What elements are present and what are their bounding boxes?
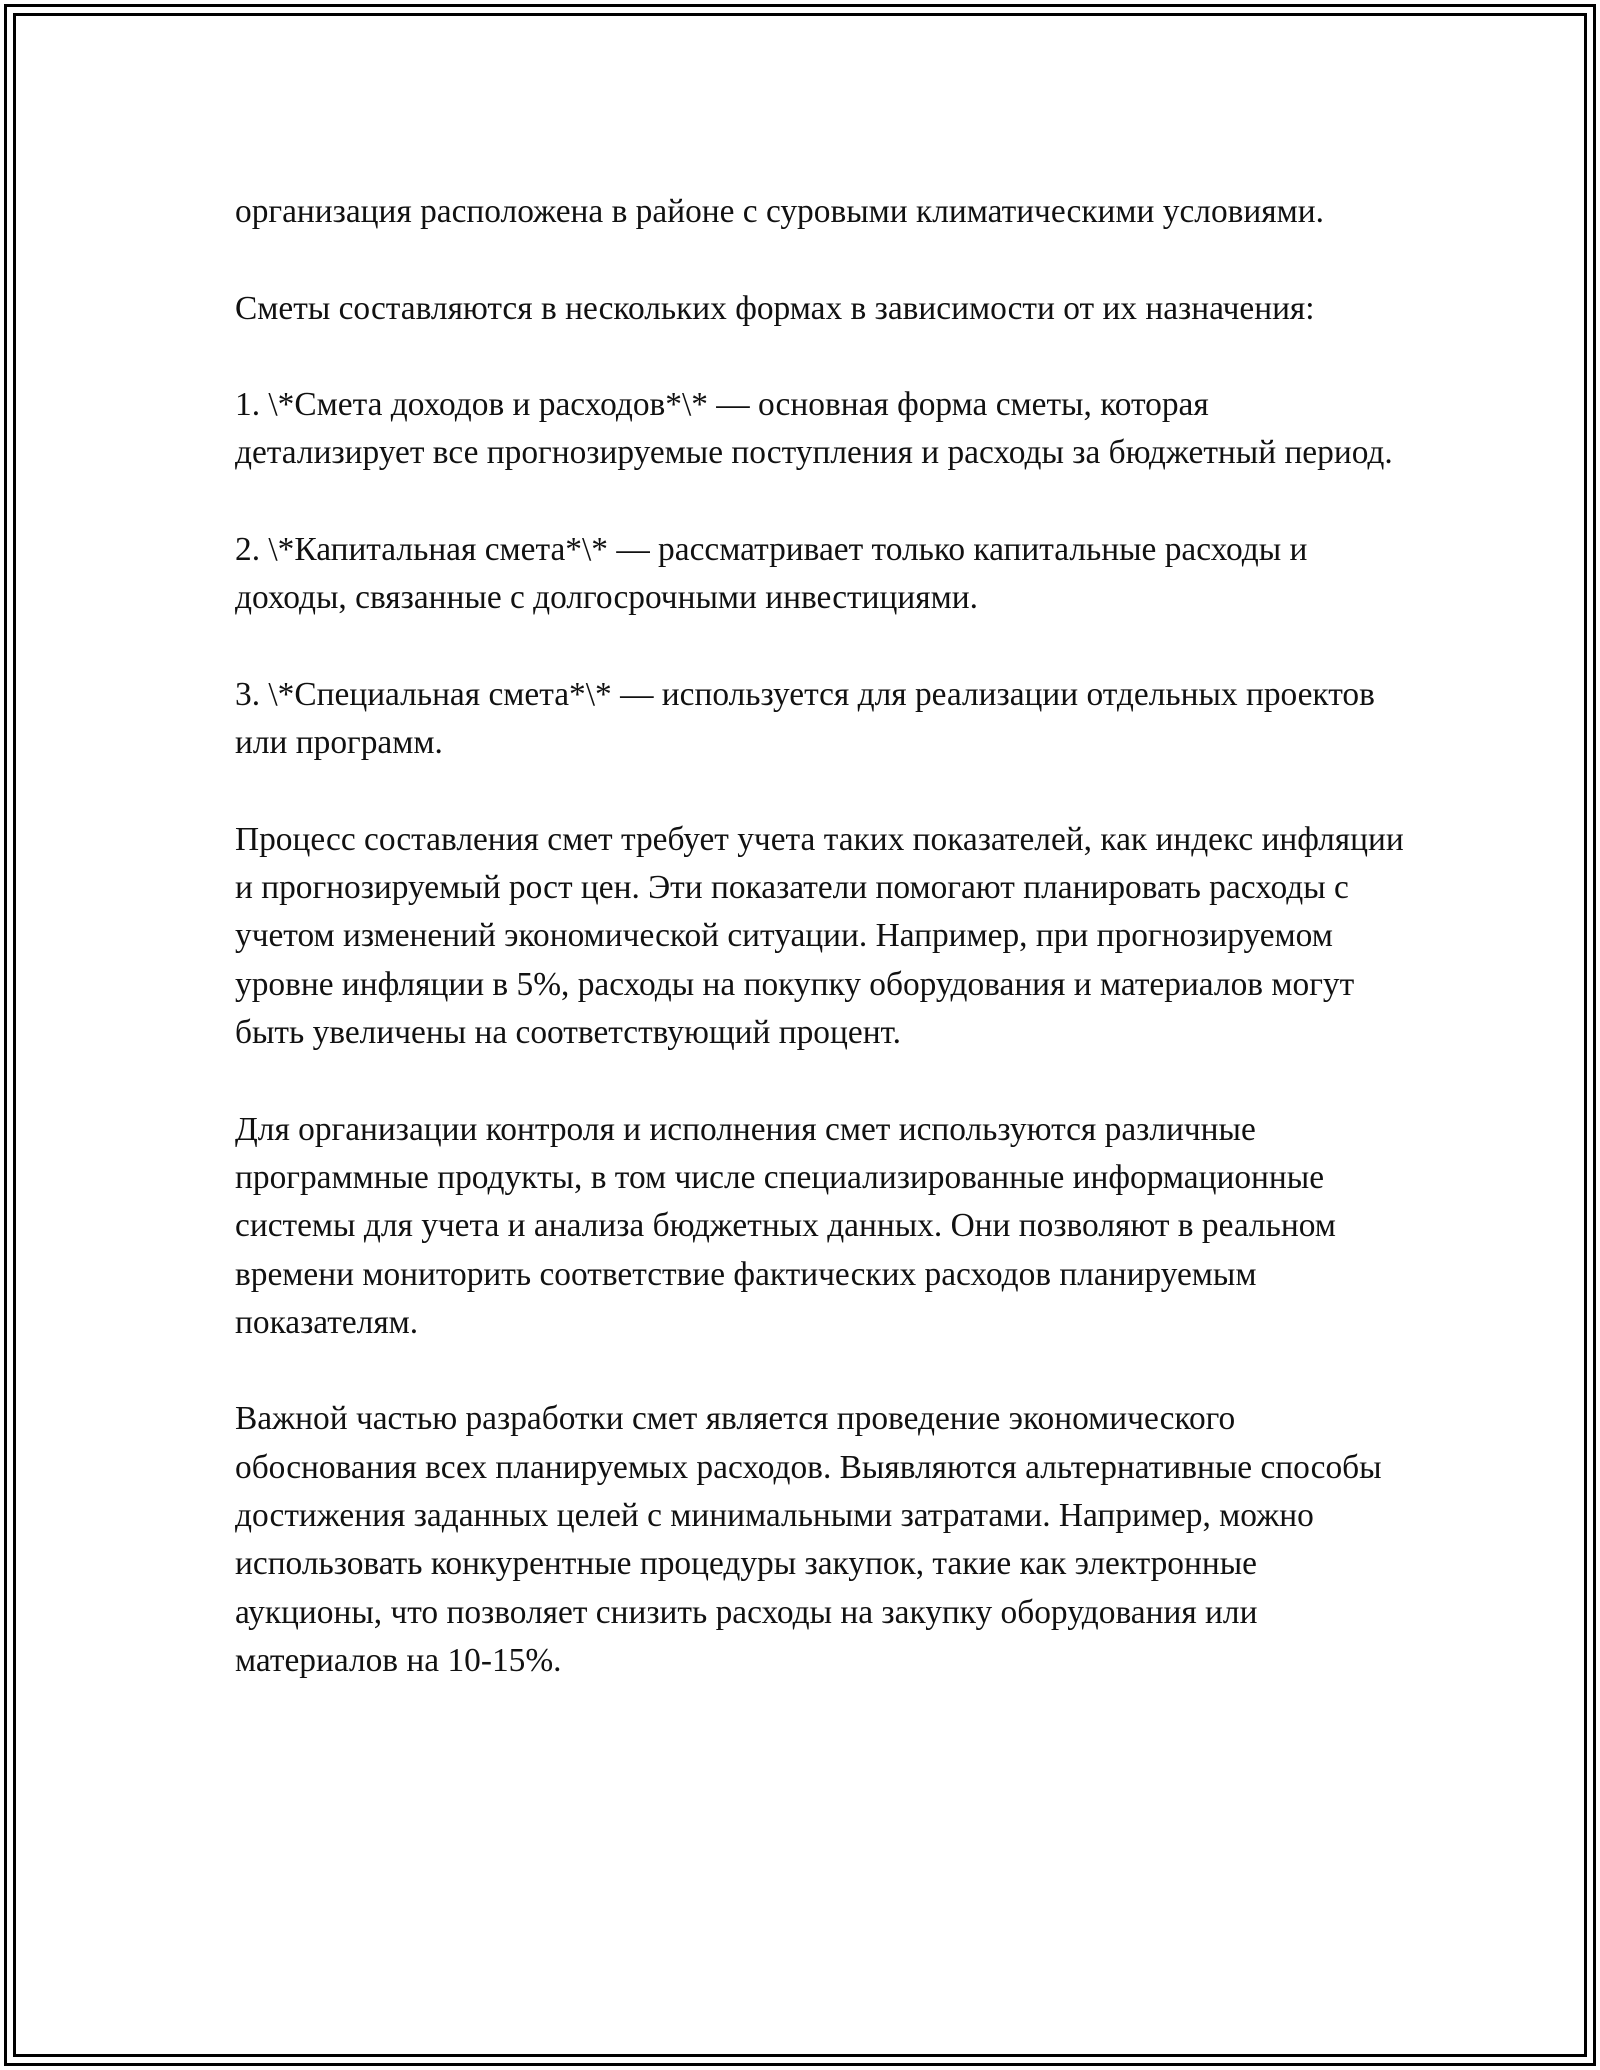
list-item-special-estimate: 3. \*Специальная смета*\* — используется для реализации отдельных проектов или программ.	[235, 675, 1375, 762]
list-item-income-expense-estimate: 1. \*Смета доходов и расходов*\* — основная форма сметы, которая детализирует все прогнозируемые поступления и расходы за бюджетный период.	[235, 386, 1393, 472]
paragraph-estimate-forms: Сметы составляются в нескольких формах в зависимости от их назначения:	[235, 289, 1315, 327]
list-item-capital-estimate: 2. \*Капитальная смета*\* — рассматривает только капитальные расходы и доходы, связанные с долгосрочными инвестициями.	[235, 531, 1308, 617]
paragraph-intro-continuation: организация расположена в районе с суровыми климатическими условиями.	[235, 193, 1324, 230]
paragraph-economic-justification: Важной частью разработки смет является проведение экономического обоснования всех планируемых расходов. Выявляются альтернативные способы достижения заданных целей с минимальными затратами. Например, можно использовать конкурентные процедуры закупок, такие как электронные аукционы, что позволяет снизить расходы на закупку оборудования или материалов на 10-15%.	[235, 1400, 1382, 1679]
paragraph-inflation: Процесс составления смет требует учета таких показателей, как индекс инфляции и прогнозируемый рост цен. Эти показатели помогают планировать расходы с учетом изменений экономической ситуации. Например, при прогнозируемом уровне инфляции в 5%, расходы на покупку оборудования и материалов могут быть увеличены на соответствующий процент.	[235, 820, 1404, 1052]
document-body	[235, 188, 1405, 1685]
paragraph-software-control: Для организации контроля и исполнения смет используются различные программные продукты, в том числе специализированные информационные системы для учета и анализа бюджетных данных. Они позволяют в реальном времени мониторить соответствие фактических расходов планируемым показателям.	[235, 1110, 1336, 1341]
